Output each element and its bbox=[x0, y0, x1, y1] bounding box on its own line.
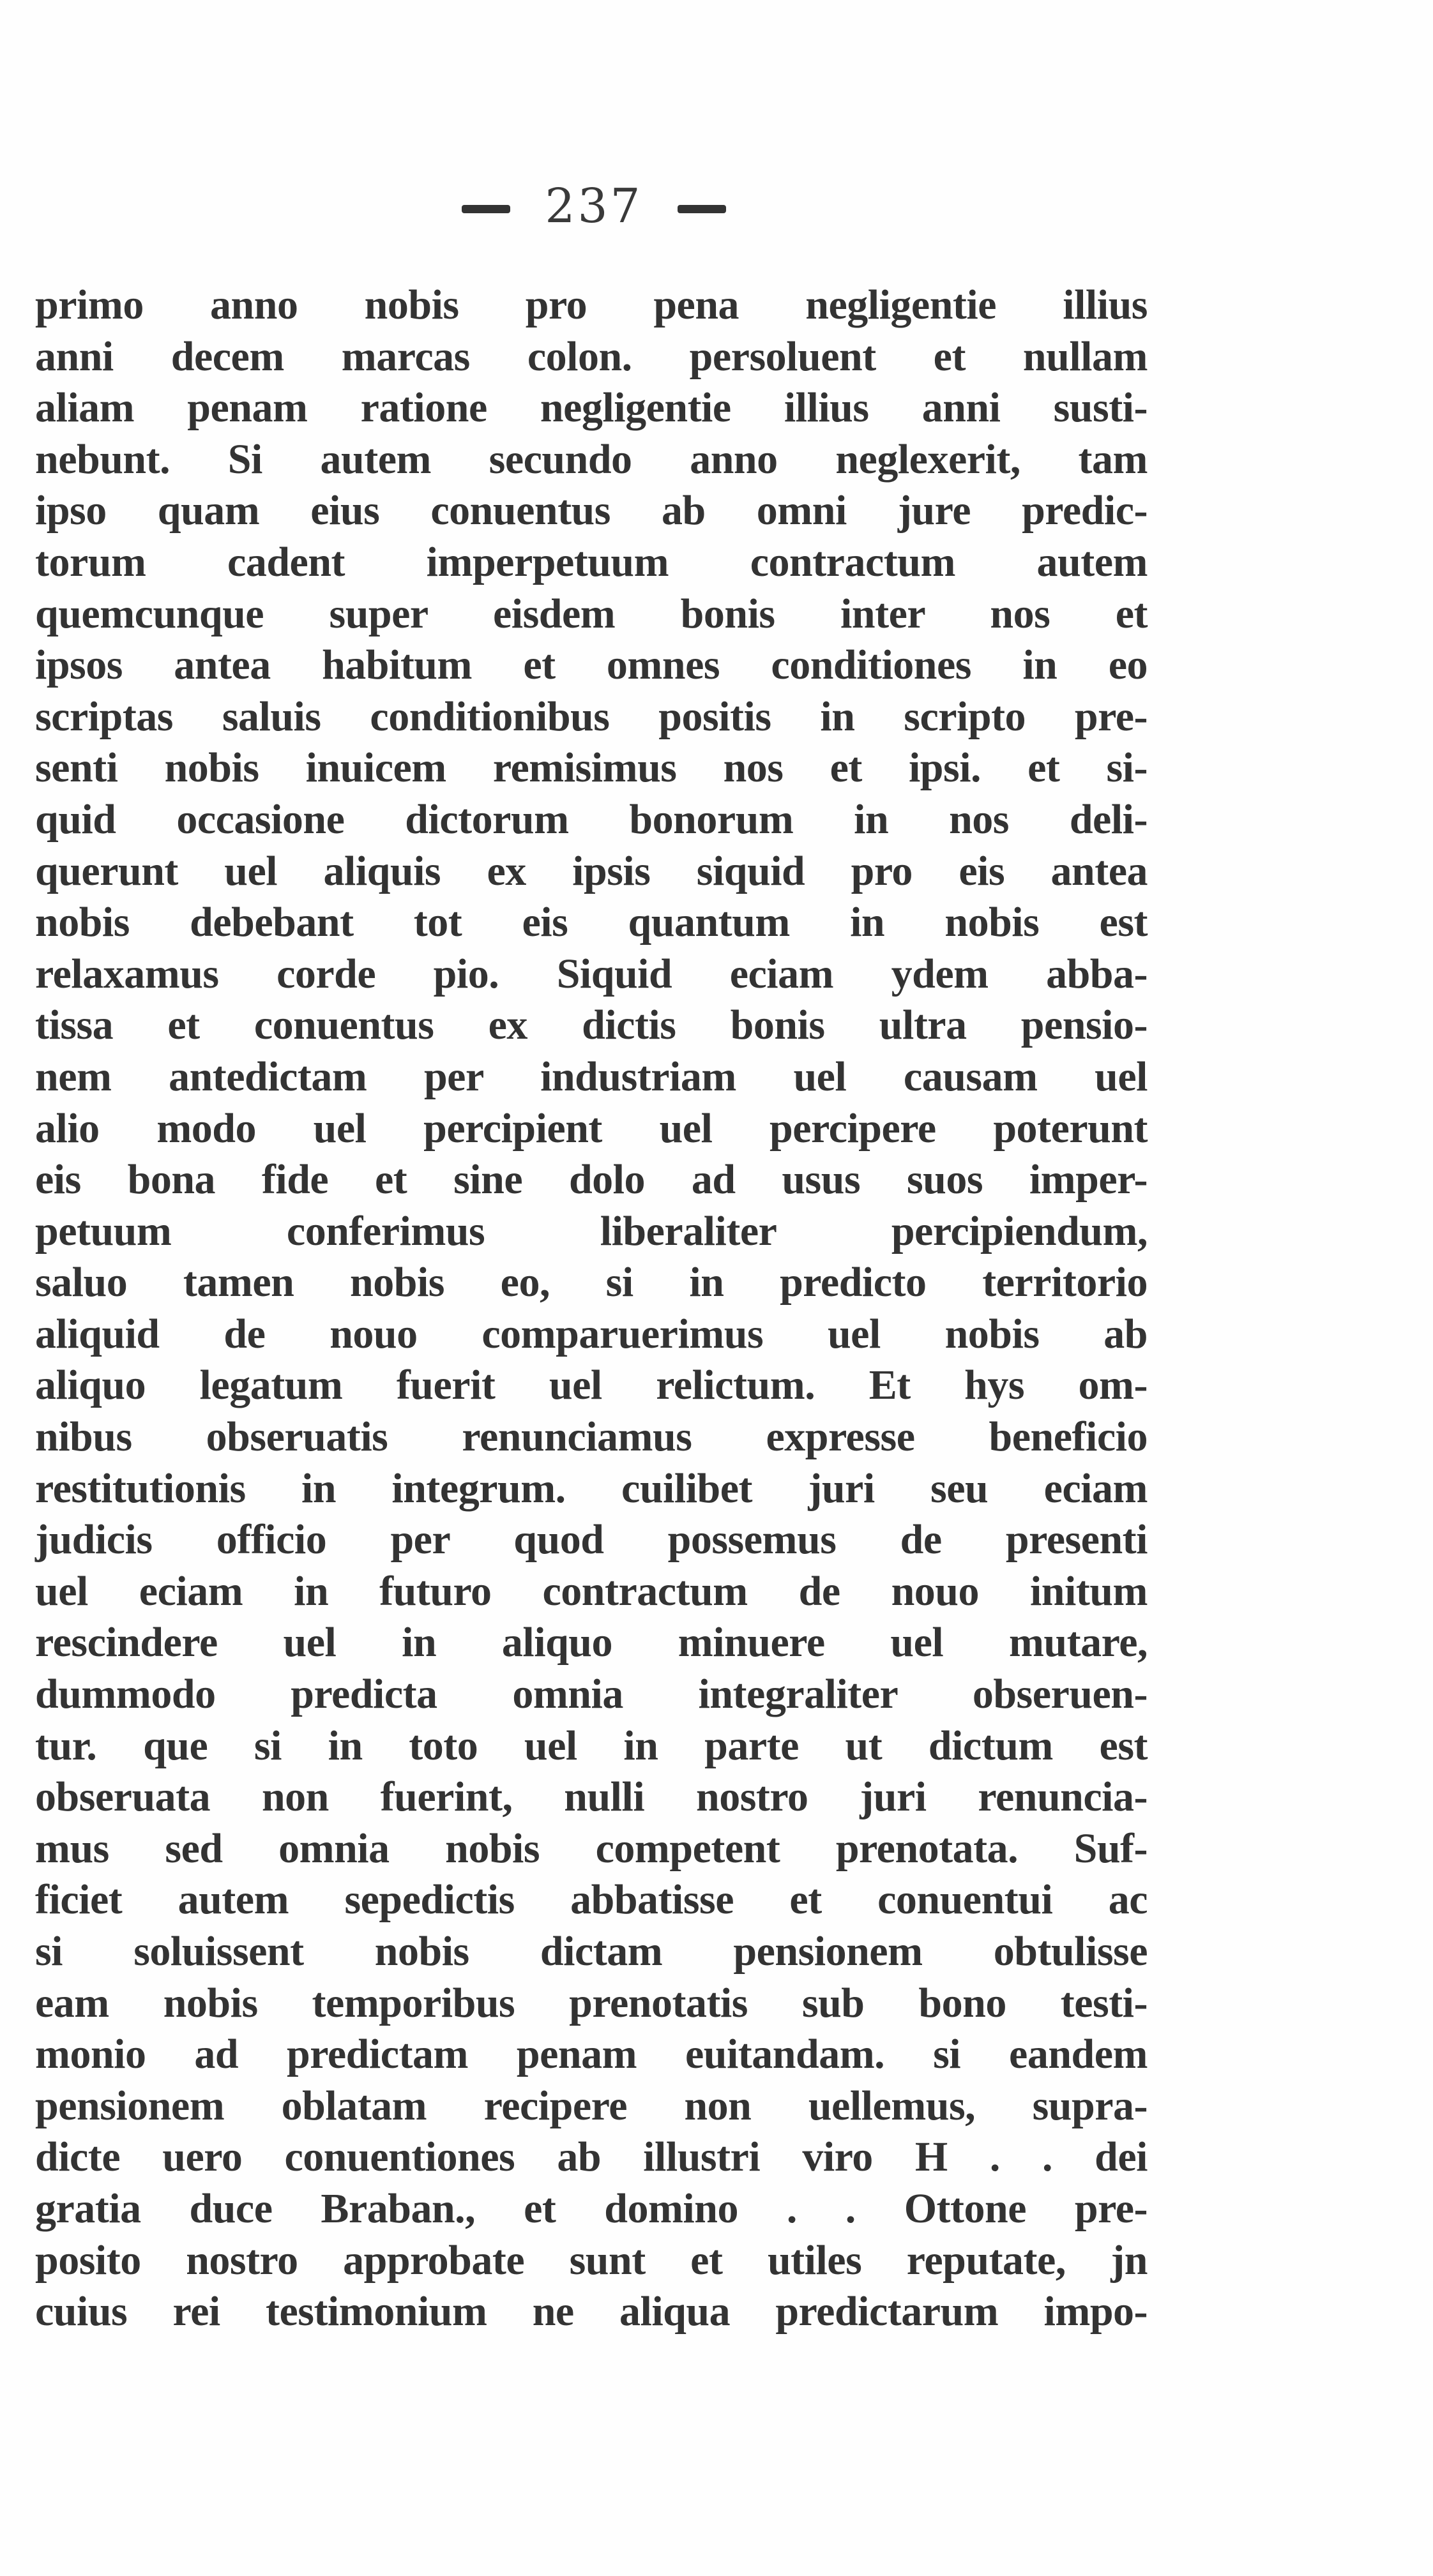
text-line: ipso quam eius conuentus ab omni jure predic- bbox=[35, 487, 1148, 534]
text-line: uel eciam in futuro contractum de nouo initum bbox=[35, 1567, 1148, 1615]
text-line: querunt uel aliquis ex ipsis siquid pro eis antea bbox=[35, 847, 1148, 894]
text-line: scriptas saluis conditionibus positis in scripto pre- bbox=[35, 693, 1148, 740]
text-line: restitutionis in integrum. cuilibet juri seu eciam bbox=[35, 1465, 1148, 1512]
page-number-header bbox=[447, 171, 741, 241]
text-line: mus sed omnia nobis competent prenotata. Suf- bbox=[35, 1825, 1148, 1872]
text-line: ficiet autem sepedictis abbatisse et conuentui ac bbox=[35, 1876, 1148, 1924]
text-line: judicis officio per quod possemus de presenti bbox=[35, 1516, 1148, 1563]
text-line: nobis debebant tot eis quantum in nobis est bbox=[35, 899, 1148, 946]
text-line: ipsos antea habitum et omnes conditiones in eo bbox=[35, 642, 1148, 689]
folio-dash-left bbox=[462, 205, 510, 213]
text-line: gratia duce Braban., et domino . . Ottone pre- bbox=[35, 2185, 1148, 2232]
text-line: obseruata non fuerint, nulli nostro juri renuncia- bbox=[35, 1774, 1148, 1821]
text-line: quid occasione dictorum bonorum in nos deli- bbox=[35, 795, 1148, 843]
text-line: senti nobis inuicem remisimus nos et ipsi. et si- bbox=[35, 744, 1148, 792]
text-line: cuius rei testimonium ne aliqua predictarum impo- bbox=[35, 2288, 1148, 2335]
text-line: tur. que si in toto uel in parte ut dictum est bbox=[35, 1722, 1148, 1769]
text-line: tissa et conuentus ex dictis bonis ultra pensio- bbox=[35, 1002, 1148, 1049]
text-line: nem antedictam per industriam uel causam uel bbox=[35, 1053, 1148, 1100]
text-line: nebunt. Si autem secundo anno neglexerit, tam bbox=[35, 435, 1148, 483]
text-line: pensionem oblatam recipere non uellemus, supra- bbox=[35, 2082, 1148, 2129]
text-line: aliquid de nouo comparuerimus uel nobis ab bbox=[35, 1310, 1148, 1357]
text-line: alio modo uel percipient uel percipere poterunt bbox=[35, 1104, 1148, 1152]
page-number: 237 bbox=[545, 179, 643, 234]
text-line: monio ad predictam penam euitandam. si eandem bbox=[35, 2031, 1148, 2078]
text-line: torum cadent imperpetuum contractum autem bbox=[35, 538, 1148, 585]
text-line: eis bona fide et sine dolo ad usus suos imper- bbox=[35, 1156, 1148, 1203]
text-line: eam nobis temporibus prenotatis sub bono testi- bbox=[35, 1979, 1148, 2026]
text-line: aliquo legatum fuerit uel relictum. Et hys om- bbox=[35, 1362, 1148, 1409]
text-line: dicte uero conuentiones ab illustri viro H . . dei bbox=[35, 2134, 1148, 2181]
text-line: nibus obseruatis renunciamus expresse beneficio bbox=[35, 1413, 1148, 1461]
text-line: aliam penam ratione negligentie illius anni susti- bbox=[35, 384, 1148, 432]
text-line: posito nostro approbate sunt et utiles reputate, jn bbox=[35, 2236, 1148, 2284]
charter-text-block bbox=[35, 280, 1148, 2338]
text-line: quemcunque super eisdem bonis inter nos et bbox=[35, 590, 1148, 637]
text-line: primo anno nobis pro pena negligentie illius bbox=[35, 282, 1148, 328]
folio-dash-right bbox=[678, 205, 726, 213]
text-line: dummodo predicta omnia integraliter obseruen- bbox=[35, 1671, 1148, 1718]
text-line: si soluissent nobis dictam pensionem obtulisse bbox=[35, 1928, 1148, 1975]
text-line: relaxamus corde pio. Siquid eciam ydem abba- bbox=[35, 950, 1148, 997]
text-line: anni decem marcas colon. persoluent et nullam bbox=[35, 333, 1148, 380]
text-line: rescindere uel in aliquo minuere uel mutare, bbox=[35, 1619, 1148, 1666]
text-line: petuum conferimus liberaliter percipiendum, bbox=[35, 1207, 1148, 1254]
text-line: saluo tamen nobis eo, si in predicto territorio bbox=[35, 1259, 1148, 1306]
